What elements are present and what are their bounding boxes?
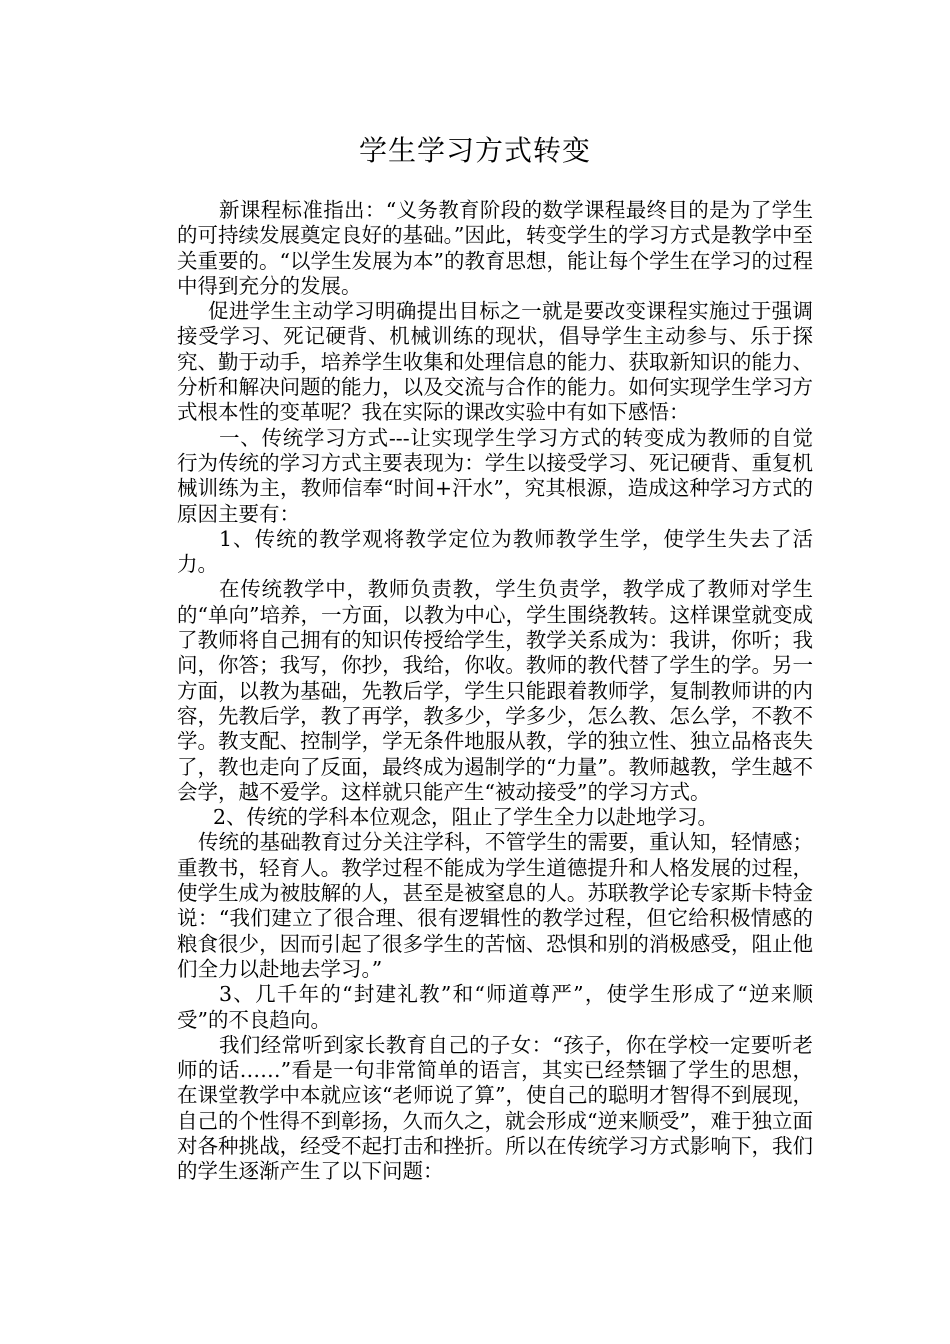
paragraph-point-three-detail: 我们经常听到家长教育自己的子女：“孩子，你在学校一定要听老师的话……”看是一句非常简单的语言，其实已经禁锢了学生的思想，在课堂教学中本就应该“老师说了算”，使自己的聪明才智得不到展现，自己的个性得不到彰扬，久而久之，就会形成“逆来顺受”，难于独立面对各种挑战，经受不起打击和挫折。所以在传统学习方式影响下，我们的学生逐渐产生了以下问题： bbox=[177, 1032, 813, 1184]
paragraph-point-three: 3、几千年的“封建礼教”和“师道尊严”，使学生形成了“逆来顺受”的不良趋向。 bbox=[177, 982, 813, 1032]
paragraph-point-two-detail: 传统的基础教育过分关注学科，不管学生的需要，重认知，轻情感；重教书，轻育人。教学过程不能成为学生道德提升和人格发展的过程，使学生成为被肢解的人，甚至是被窒息的人。苏联教学论专家斯卡特金说：“我们建立了很合理、很有逻辑性的教学过程，但它给积极情感的粮食很少，因而引起了很多学生的苦恼、恐惧和别的消极感受，阻止他们全力以赴地去学习。” bbox=[177, 830, 813, 981]
paragraph-point-two: 2、传统的学科本位观念，阻止了学生全力以赴地学习。 bbox=[213, 805, 719, 830]
paragraph-intro: 新课程标准指出：“义务教育阶段的数学课程最终目的是为了学生的可持续发展奠定良好的基础。”因此，转变学生的学习方式是教学中至关重要的。“以学生发展为本”的教育思想，能让每个学生在学习的过程中得到充分的发展。 bbox=[177, 198, 813, 298]
paragraph-goal: 促进学生主动学习明确提出目标之一就是要改变课程实施过于强调接受学习、死记硬背、机械训练的现状，倡导学生主动参与、乐于探究、勤于动手，培养学生收集和处理信息的能力、获取新知识的能力、分析和解决问题的能力，以及交流与合作的能力。如何实现学生学习方式根本性的变革呢？我在实际的课改实验中有如下感悟： bbox=[177, 299, 813, 425]
document-body bbox=[177, 198, 813, 1185]
paragraph-point-one: 1、传统的教学观将教学定位为教师教学生学，使学生失去了活力。 bbox=[177, 526, 813, 577]
paragraph-section-one: 一、传统学习方式---让实现学生学习方式的转变成为教师的自觉行为传统的学习方式主要表现为：学生以接受学习、死记硬背、重复机械训练为主，教师信奉“时间+汗水”，究其根源，造成这种学习方式的原因主要有： bbox=[177, 425, 813, 526]
document-title: 学生学习方式转变 bbox=[358, 134, 591, 167]
paragraph-point-one-detail: 在传统教学中，教师负责教，学生负责学，教学成了教师对学生的“单向”培养，一方面，以教为中心，学生围绕教转。这样课堂就变成了教师将自己拥有的知识传授给学生，教学关系成为：我讲，你听；我问，你答；我写，你抄，我给，你收。教师的教代替了学生的学。另一方面，以教为基础，先教后学，学生只能跟着教师学，复制教师讲的内容，先教后学，教了再学，教多少，学多少，怎么教、怎么学，不教不学。教支配、控制学，学无条件地服从教，学的独立性、独立品格丧失了，教也走向了反面，最终成为遏制学的“力量”。教师越教，学生越不会学，越不爱学。这样就只能产生“被动接受”的学习方式。 bbox=[177, 577, 813, 804]
